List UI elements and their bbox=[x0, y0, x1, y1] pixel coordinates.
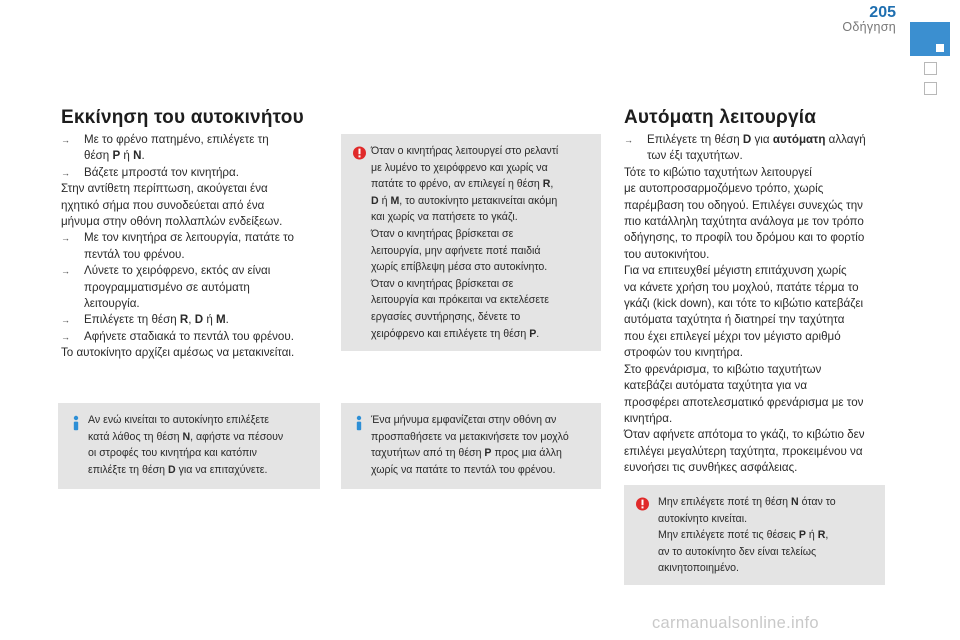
note-line: αυτοκίνητο κινείται. bbox=[658, 512, 748, 525]
text-line: στροφών του κινητήρα. bbox=[624, 346, 743, 360]
note-line: Αν ενώ κινείται το αυτοκίνητο επιλέξετε bbox=[88, 414, 270, 426]
text-line: → Επιλέγετε τη θέση D για αυτόματη αλλαγή bbox=[624, 132, 894, 148]
text-line: Όταν αφήνετε απότομα το γκάζι, το κιβώτιο δεν bbox=[624, 428, 865, 442]
text-line: Το αυτοκίνητο αρχίζει αμέσως να μετακινείται. bbox=[61, 346, 295, 360]
text-line: αυτόματα ταχύτητα ή διατηρεί την ταχύτητα bbox=[624, 313, 845, 327]
text-line: ευνοήσει τις συνθήκες ασφάλειας. bbox=[624, 461, 798, 475]
note-line: εργασίες συντήρησης, δένετε το bbox=[371, 310, 521, 323]
info-text-park bbox=[371, 412, 593, 478]
text-line: Για να επιτευχθεί μέγιστη επιτάχυνση χωρίς bbox=[624, 264, 847, 278]
note-line: Ένα μήνυμα εμφανίζεται στην οθόνη αν bbox=[371, 414, 557, 426]
note-line: Όταν ο κινητήρας βρίσκεται σε bbox=[371, 277, 514, 290]
note-line: ταχυτήτων από τη θέση P προς μια άλλη bbox=[371, 447, 562, 460]
arrow-bullet-icon: → bbox=[61, 315, 70, 326]
note-line: αν το αυτοκίνητο δεν είναι τελείως bbox=[658, 545, 817, 558]
text-line: των έξι ταχυτήτων. bbox=[647, 149, 743, 163]
note-line: χωρίς να πατάτε το πεντάλ του φρένου. bbox=[371, 463, 556, 476]
engine-start-text bbox=[61, 132, 323, 362]
arrow-bullet-icon: → bbox=[624, 135, 633, 145]
arrow-bullet-icon: → bbox=[61, 331, 70, 342]
note-line: και χωρίς να πατήσετε το γκάζι. bbox=[371, 211, 518, 224]
info-icon bbox=[69, 415, 83, 431]
text-line: → Με το φρένο πατημένο, επιλέγετε τη bbox=[61, 132, 323, 148]
text-line: κατεβάζει αυτόματα ταχύτητα για να bbox=[624, 379, 808, 393]
tab-marker-icon bbox=[936, 44, 944, 52]
text-line: μήνυμα στην οθόνη πολλαπλών ενδείξεων. bbox=[61, 215, 283, 229]
info-box-neutral bbox=[58, 403, 320, 489]
text-line: πεντάλ του φρένου. bbox=[84, 247, 185, 261]
info-icon bbox=[352, 415, 366, 431]
chapter-tab[interactable] bbox=[924, 82, 937, 95]
note-line: επιλέξτε τη θέση D για να επιταχύνετε. bbox=[88, 463, 268, 476]
info-box-park bbox=[341, 403, 601, 489]
note-line: Όταν ο κινητήρας λειτουργεί στο ρελαντί bbox=[371, 145, 559, 157]
note-line: λειτουργία, μην αφήνετε ποτέ παιδιά bbox=[371, 244, 541, 257]
chapter-tab-active[interactable] bbox=[910, 22, 950, 56]
text-line: Τότε το κιβώτιο ταχυτήτων λειτουργεί bbox=[624, 165, 812, 179]
text-line: επιλέγει μεγαλύτερη ταχύτητα, προκειμένου να bbox=[624, 444, 863, 458]
note-line: χωρίς επίβλεψη μέσα στο αυτοκίνητο. bbox=[371, 261, 548, 274]
warning-icon bbox=[352, 146, 367, 160]
arrow-bullet-icon: → bbox=[61, 266, 70, 277]
section-title-engine-start: Εκκίνηση του αυτοκινήτου bbox=[61, 107, 304, 128]
text-line: παρέμβαση του οδηγού. Επιλέγει συνεχώς την bbox=[624, 198, 863, 212]
section-title-automatic: Αυτόματη λειτουργία bbox=[624, 107, 817, 128]
arrow-bullet-icon: → bbox=[61, 233, 70, 244]
note-line: οι στροφές του κινητήρα και κατόπιν bbox=[88, 447, 257, 460]
text-line: Στο φρενάρισμα, το κιβώτιο ταχυτήτων bbox=[624, 362, 822, 376]
text-line: Στην αντίθετη περίπτωση, ακούγεται ένα bbox=[61, 182, 268, 196]
watermark: carmanualsonline.info bbox=[652, 614, 819, 632]
chapter-tab[interactable] bbox=[924, 62, 937, 75]
text-line: πιο κατάλληλη ταχύτητα ανάλογα με τον τρόπο bbox=[624, 215, 864, 229]
text-line: προσφέρει αποτελεσματικό φρενάρισμα με τον bbox=[624, 395, 864, 409]
page-number: 205 bbox=[869, 4, 896, 21]
text-line: του αυτοκινήτου. bbox=[624, 247, 710, 261]
warning-box-idle bbox=[341, 134, 601, 351]
text-line: → Με τον κινητήρα σε λειτουργία, πατάτε το bbox=[61, 230, 323, 246]
note-line: ακινητοποιημένο. bbox=[658, 562, 739, 575]
text-line: → Επιλέγετε τη θέση R, D ή M. bbox=[61, 312, 323, 328]
arrow-bullet-icon: → bbox=[61, 135, 70, 145]
text-line: ηχητικό σήμα που συνοδεύεται από ένα bbox=[61, 198, 265, 212]
note-line: D ή M, το αυτοκίνητο μετακινείται ακόμη bbox=[371, 194, 558, 207]
warning-box-neutral bbox=[624, 485, 885, 585]
text-line: → Αφήνετε σταδιακά το πεντάλ του φρένου. bbox=[61, 329, 323, 345]
text-line: → Λύνετε το χειρόφρενο, εκτός αν είναι bbox=[61, 263, 323, 279]
text-line: θέση P ή N. bbox=[84, 149, 145, 163]
note-line: χειρόφρενο και επιλέγετε τη θέση P. bbox=[371, 327, 540, 340]
warning-text-neutral bbox=[658, 494, 877, 577]
text-line: με αυτοπροσαρμοζόμενο τρόπο, χωρίς bbox=[624, 182, 824, 196]
note-line: Μην επιλέγετε ποτέ τις θέσεις P ή R, bbox=[658, 529, 829, 542]
text-line: → Βάζετε μπροστά τον κινητήρα. bbox=[61, 165, 323, 181]
note-line: Όταν ο κινητήρας βρίσκεται σε bbox=[371, 227, 514, 240]
text-line: λειτουργία. bbox=[84, 297, 140, 311]
text-line: προγραμματισμένο σε αυτόματη bbox=[84, 280, 250, 294]
text-line: που έχει επιλεγεί μέχρι τον μέγιστο αριθμό bbox=[624, 329, 841, 343]
text-line: κινητήρα. bbox=[624, 411, 673, 425]
note-line: λειτουργία και πρόκειται να εκτελέσετε bbox=[371, 294, 549, 307]
arrow-bullet-icon: → bbox=[61, 167, 70, 178]
automatic-mode-text bbox=[624, 132, 894, 477]
text-line: οδήγησης, το προφίλ του δρόμου και το φορτίο bbox=[624, 231, 865, 245]
note-line: κατά λάθος τη θέση N, αφήστε να πέσουν bbox=[88, 430, 284, 443]
section-name: Οδήγηση bbox=[842, 20, 896, 34]
note-line: Μην επιλέγετε ποτέ τη θέση N όταν το bbox=[658, 496, 836, 508]
warning-text-idle bbox=[371, 143, 593, 342]
note-line: προσπαθήσετε να μετακινήσετε τον μοχλό bbox=[371, 430, 569, 443]
text-line: γκάζι (kick down), και τότε το κιβώτιο κατεβάζει bbox=[624, 297, 864, 311]
info-text-neutral bbox=[88, 412, 312, 478]
warning-icon bbox=[635, 497, 650, 511]
text-line: να κάνετε χρήση του μοχλού, πατάτε τέρμα το bbox=[624, 280, 859, 294]
note-line: με λυμένο το χειρόφρενο και χωρίς να bbox=[371, 161, 548, 174]
note-line: πατάτε το φρένο, αν επιλεγεί η θέση R, bbox=[371, 178, 554, 191]
